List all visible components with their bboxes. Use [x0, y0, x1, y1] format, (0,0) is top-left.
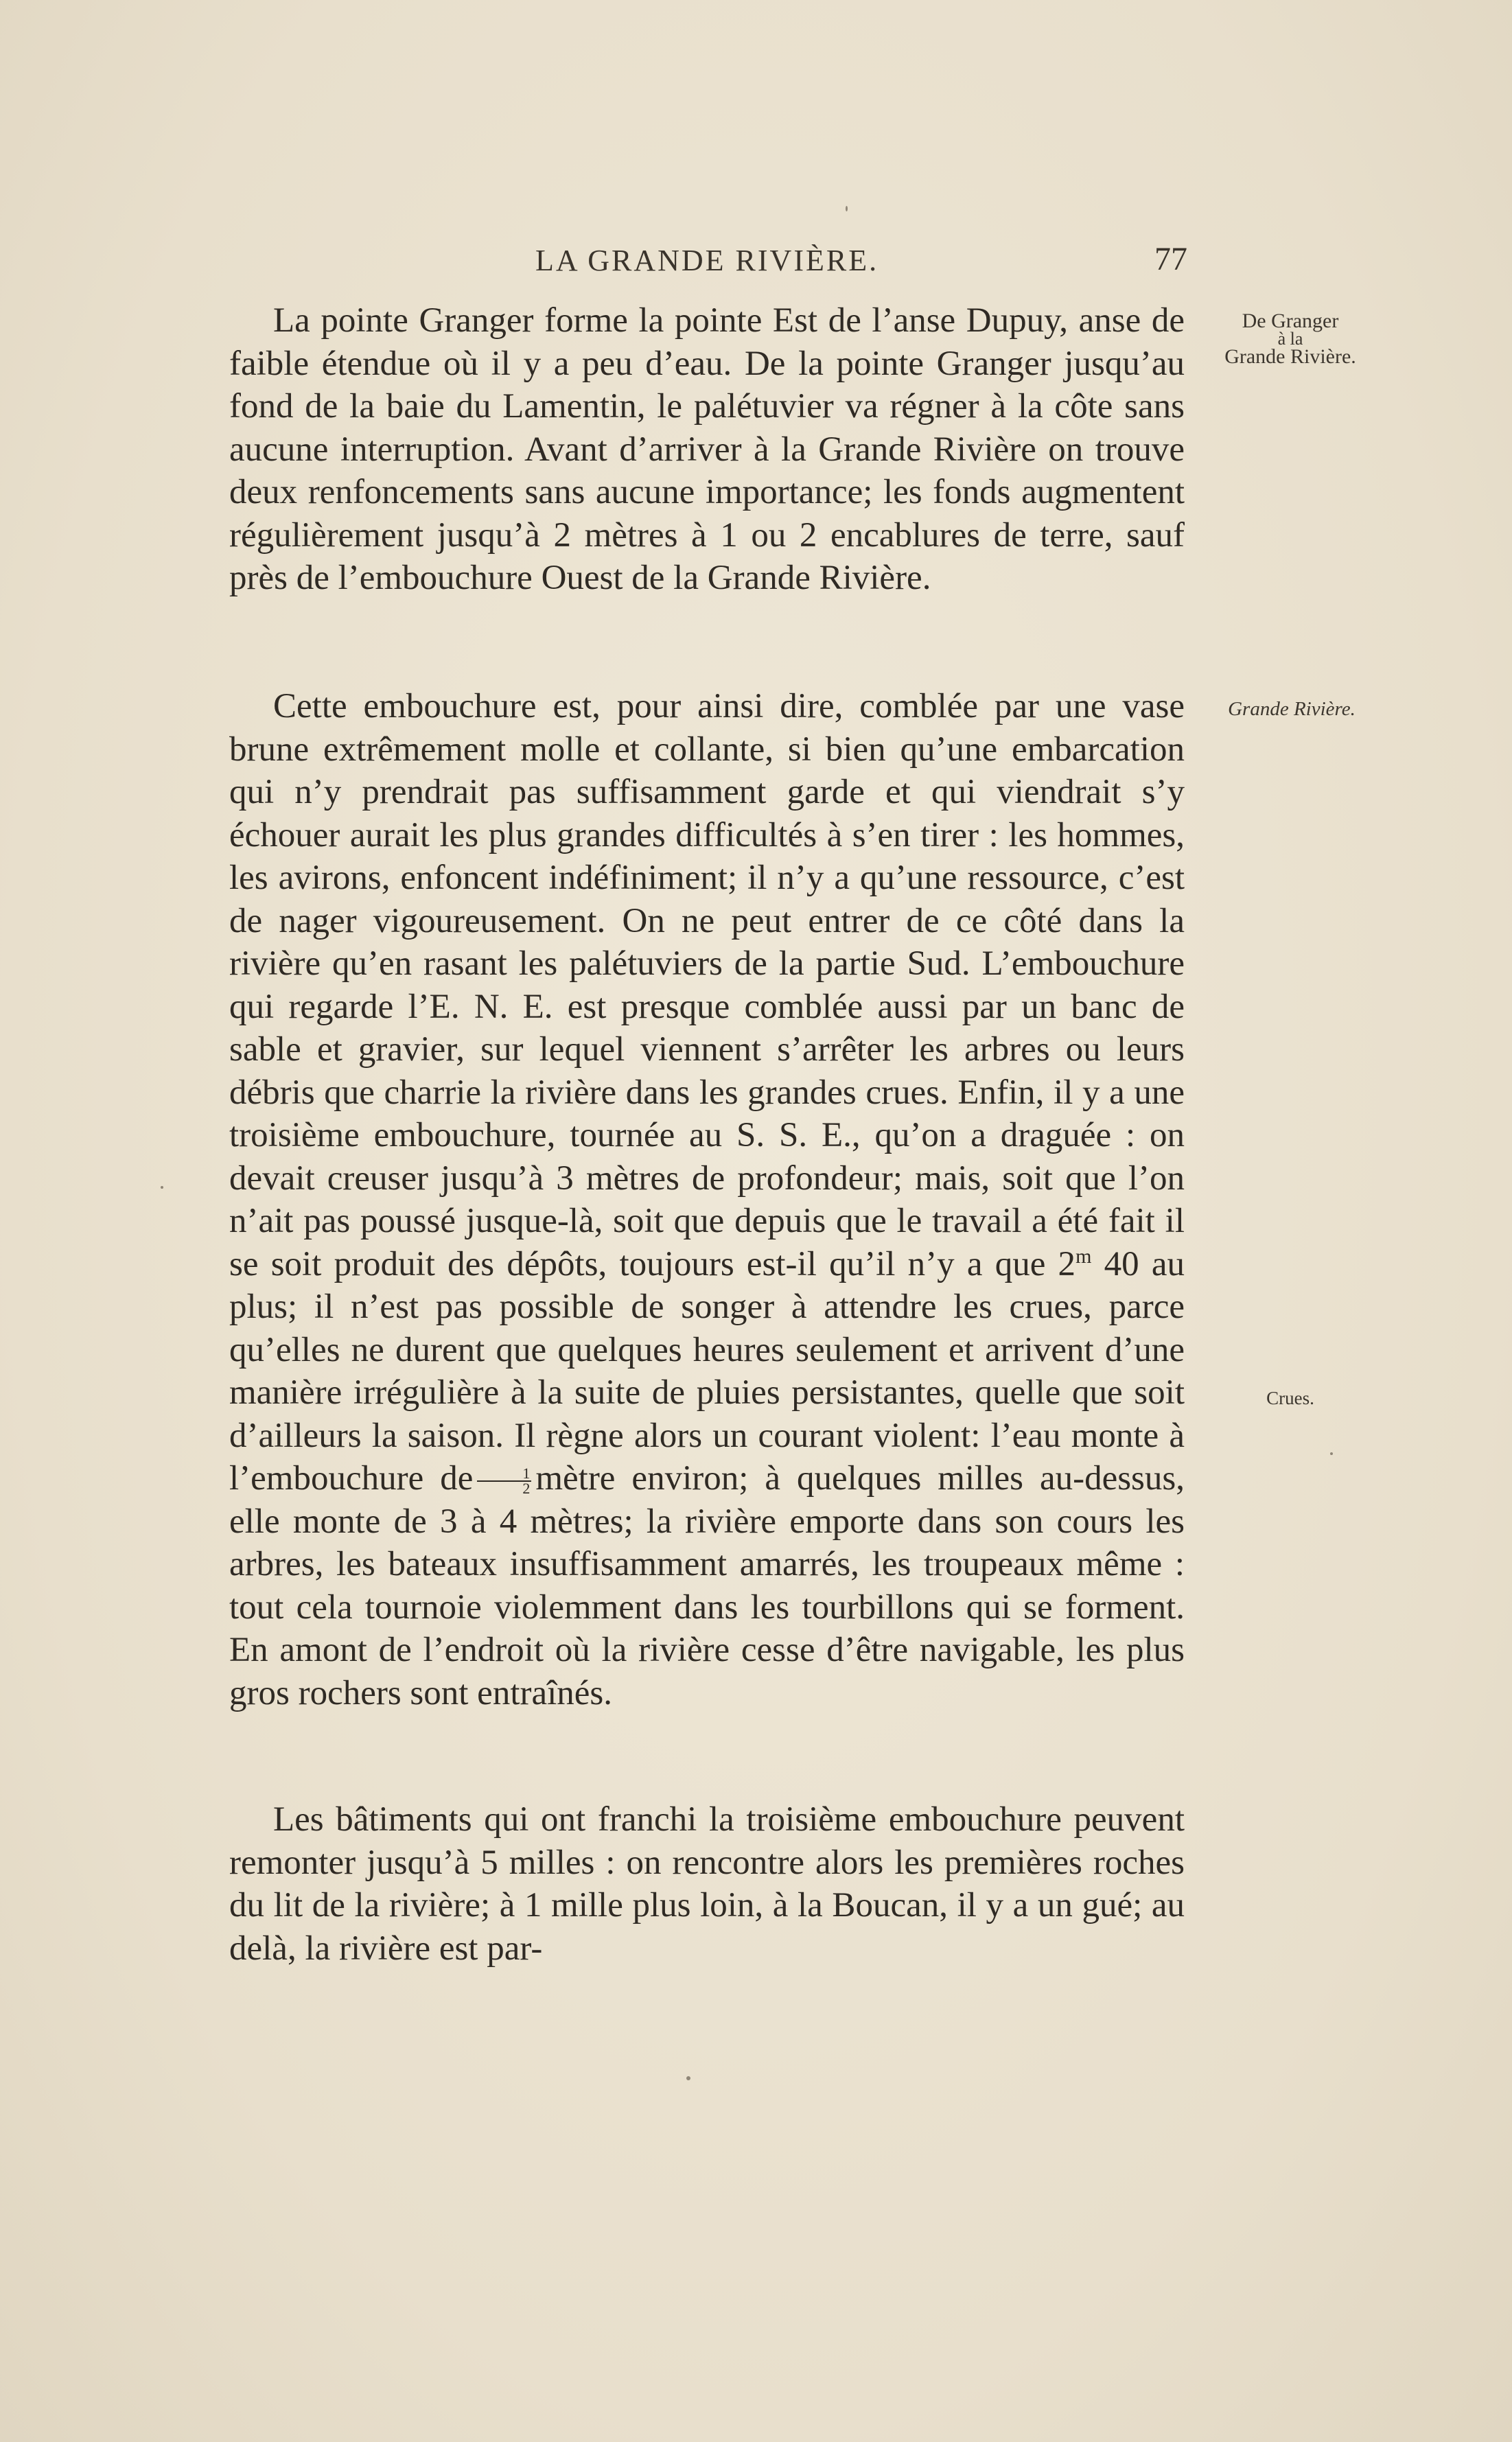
meter-superscript: m: [1075, 1244, 1092, 1268]
margin-note-granger-line-2: à la: [1277, 329, 1303, 349]
paragraph-3: [229, 1798, 1185, 1970]
page-number: 77: [1154, 241, 1187, 277]
paper-speck: [1330, 1452, 1333, 1455]
fraction-numerator: 1: [477, 1467, 531, 1482]
margin-note-grande-riviere: Grande Rivière.: [1228, 698, 1356, 720]
paper-speck: [161, 1186, 163, 1189]
margin-note-granger: [1205, 311, 1376, 367]
paragraph-2-part-3: mètre environ; à quelques milles au-dessus, elle monte de 3 à 4 mètres; la rivière emporte dans son cours les arbres, les bateaux insuffisamment amarrés, les troupeaux même : tout cela tournoie violemment dans les tourbillons qui se forment. En amont de l’endroit où la rivière cesse d’être navigable, les plus gros rochers sont entraînés.: [229, 1459, 1185, 1712]
paragraph-2-part-1: Cette embouchure est, pour ainsi dire, comblée par une vase brune extrêmement molle et collante, si bien qu’une embarcation qui n’y prendrait pas suffisamment garde et qui viendrait s’y échouer aurait les plus grandes difficultés à s’en tirer : les hommes, les avirons, enfoncent indéfiniment; il n’y a qu’une ressource, c’est de nager vigoureusement. On ne peut entrer de ce côté dans la rivière qu’en rasant les palétuviers de la partie Sud. L’embouchure qui regarde l’E. N. E. est presque comblée aussi par un banc de sable et gravier, sur lequel viennent s’arrêter les arbres ou leurs débris que charrie la rivière dans les grandes crues. Enfin, il y a une troisième embouchure, tournée au S. S. E., qu’on a draguée : on devait creuser jusqu’à 3 mètres de profondeur; mais, soit que l’on n’ait pas poussé jusque-là, soit que depuis que le travail a été fait il se soit produit des dépôts, toujours est-il qu’il n’y a que 2: [229, 687, 1185, 1283]
half-fraction: [477, 1467, 531, 1496]
paragraph-1: [229, 299, 1185, 600]
paper-speck: [846, 206, 848, 211]
running-title: LA GRANDE RIVIÈRE.: [535, 244, 879, 277]
paper-speck: [686, 2076, 690, 2080]
running-header: [226, 233, 1187, 288]
paragraph-2-text: [229, 685, 1185, 1714]
paragraph-3-text: Les bâtiments qui ont franchi la troisième embouchure peuvent remonter jusqu’à 5 milles : on rencontre alors les premières roches du lit de la rivière; à 1 mille plus loin, à la Boucan, il y a un gué; au delà, la rivière est par-: [229, 1800, 1185, 1968]
fraction-denominator: 2: [522, 1480, 531, 1498]
margin-note-granger-line-3: Grande Rivière.: [1224, 345, 1356, 368]
paragraph-2: [229, 685, 1185, 1714]
margin-note-granger-line-1: De Granger: [1242, 310, 1339, 332]
paragraph-1-text: La pointe Granger forme la pointe Est de l’anse Dupuy, anse de faible étendue où il y a peu d’eau. De la pointe Granger jusqu’au fond de la baie du Lamentin, le palétuvier va régner à la côte sans aucune interruption. Avant d’arriver à la Grande Rivière on trouve deux renfoncements sans aucune importance; les fonds augmentent régulièrement jusqu’à 2 mètres à 1 ou 2 encablures de terre, sauf près de l’embouchure Ouest de la Grande Rivière.: [229, 301, 1185, 597]
margin-note-crues: Crues.: [1266, 1388, 1314, 1408]
paragraph-2-part-2: 40 au plus; il n’est pas possible de songer à attendre les crues, parce qu’elles ne durent que quelques heures seulement et arrivent d’une manière irrégulière à la suite de pluies persistantes, quelle que soit d’ailleurs la saison. Il règne alors un courant violent: l’eau monte à l’embouchure de: [229, 1244, 1185, 1498]
